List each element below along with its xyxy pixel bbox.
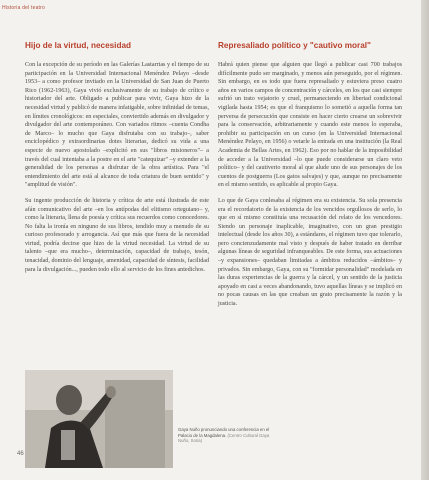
right-paragraph-2: Lo que de Gaya conlesaba al régimen era su existencia. Su sola presencia era el recordatorio de la existencia de los vencidos orgullosos de serlo, lo que en sí mismo constituía una recusación del relato de los vencedores. Siendo un personaje inaplicable, imaginativo, con un gran prestigio intelectual (desde los años 30), a estándares, el régimen tuvo que tolerarlo, pero concienzudamente mal visto y después de haber tratado en derribar algunas líneas de seguridad infranqueables. De este forma, sus actuaciones –y expansiones– quedaban limitadas a ámbitos reducidos –ámbitos– y privados. Sin embargo, Gaya, con su "formidar personalidad" modelada en las duras experiencias de la guerra y la cárcel, y un sentido de la justicia apoyado en casi a veces abandonando, tuvo aquellas líneas y se implicó en no pocas causas en las que creaban un grato precisamente la razón y la justicia. (218, 197, 402, 308)
page-number: 46 (17, 451, 24, 457)
running-head: Historia del teatro (2, 5, 45, 11)
left-column (25, 40, 209, 281)
caption-credit: (Centro Cultural Gaya Nuño, Soria) (178, 432, 270, 444)
right-paragraph-1: Habrá quien piense que alguien que llegó a publicar casi 700 trabajos difícilmente pudo ser marginado, y menos aún perseguido, por el régimen. Sin embargo, en es todo que fuera represaliado y estuviera preso cuatro años en varios campos de concentración y cárceles, en los que casi siempre sufrió un trato vejatorio y cruel, permaneciendo en libertad condicional vigilada hasta 1954; es que el franquismo lo sometió a aquella forma tan perversa de persecución que consiste en hacer cierto crearse un sobrevivir para la conservación, arbitrariamente y cuando este menos lo esperaba, prohibir su participación en un curso (en la Universidad Internacional Menéndez Pelayo, en 1956) o vetarle la entrada en una institución (la Real Academia de Bellas Artes, en 1962). Eso por no hablar de la imposibilidad de acceder a la Universidad –lo que puede considerarse un claro veto político– y del cautiverio moral al que alude uno de sus personajes de los cuentos de postguerra (Los gatos salvajes) y que, aunque no precisamente en el mismo sentido, es aplicable al propio Gaya. (218, 62, 402, 189)
photo-caption (178, 427, 278, 444)
left-section-heading: Hijo de la virtud, necesidad (25, 41, 132, 50)
right-section-heading: Represaliado político y "cautivo moral" (218, 41, 371, 50)
caption-text: Gaya Nuño pronunciando una conferencia en el Palacio de la Magdalena. (178, 427, 270, 438)
speaker-photo (25, 370, 173, 468)
left-paragraph-1: Con la excepción de su período en las Galerías Lastarrias y el tiempo de su participación en la Universidad Internacional Menéndez Pelayo –desde 1953– a como profesor invitado en la Universidad de San Juan de Puerto Rico (1962-1963), Gaya vivió exclusivamente de su trabajo de crítico e historiador del arte. Obligado a publicar para vivir, Gaya hizo de la necesidad virtud y publicó de manera infatigable, sobre infinidad de temas, en límites cronológicos: en especiales, conviertido además en divulgador y divulgador del arte contemporáneo. Con variados ritmos –cuenta Condha de Marco– lo mucho que Gaya disfrutaba con su trabajo–, saber enciclopédico y extraordinarias dotes literarias, dedicó su vida a una especie de nuevo apostolado –explicitó en sus "libros misioneros"– a través del cual intentaba a la postre en el arte "catequizar" –y extender a la generalidad de los personas a disfrutar de la obra artística. Para "el entendimiento del arte está al alcance de toda criatura de buen sentido" y "amplitud de visión". (25, 62, 209, 189)
left-paragraph-2: Su ingente producción de historia y crítica de arte está ilustrada de este afán comunicativo del arte –en los antípodas del elitismo orteguiano– y, como la literaria, llena de poesía y crítica sus recuerdos como conocedores. No falta la ironía en ninguno de sus libros, tendido muy a menudo de su curioso profesorado y arrogancia. Así que más que fuera de la necesidad virtud, podría decirse que hizo de la virtud necesidad. La virtud de su talento –que era mucho–, determinación, capacidad de trabajo, tesón, tenacidad, dominio del lenguaje, amenidad, capacidad de síntesis, facilidad para la divulgación..., pueden todo ello al servicio de los fines antedichos. (25, 197, 209, 273)
right-column (218, 40, 402, 316)
book-spine (421, 0, 429, 480)
